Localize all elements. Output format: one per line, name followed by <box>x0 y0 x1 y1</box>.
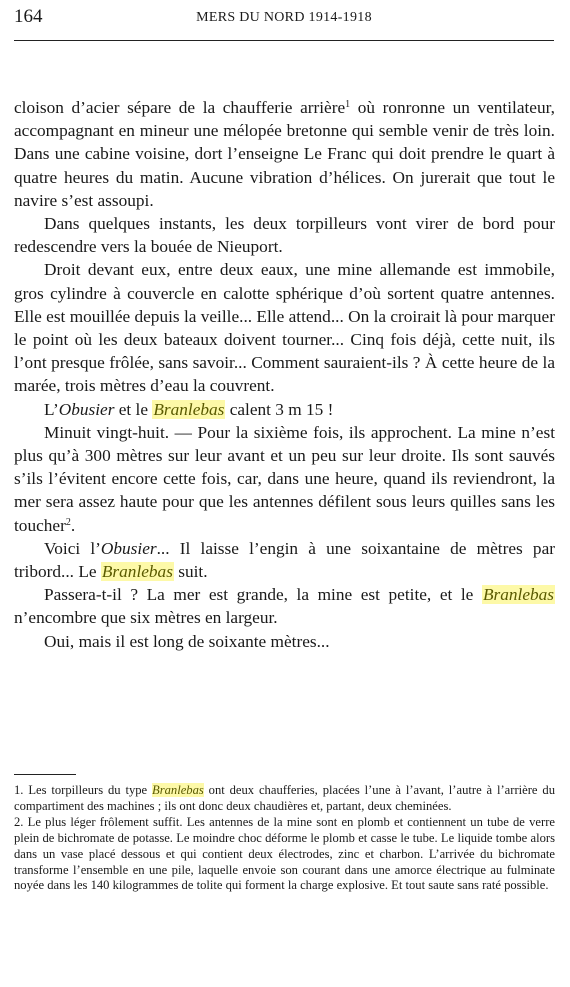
ship-name-obusier: Obusier <box>100 538 157 558</box>
highlight-branlebas: Branlebas <box>482 585 554 605</box>
running-title: MERS DU NORD 1914-1918 <box>196 10 372 25</box>
header-rule <box>14 40 554 41</box>
paragraph-5: Minuit vingt-huit. — Pour la sixième fois, ils approchent. La mine n’est plus qu’à 300 mètres sur leur avant et un peu sur leur droite. Ils sont sauvés s’ils l’évitent encore cette fois, car, dans une heure, quand ils reviendront, la mer sera assez haute pour que les antennes défilent sous leurs quilles sans les toucher$^2$. <box>14 422 555 535</box>
page-number: 164 <box>14 6 43 27</box>
paragraph-4: L’Obusier et le Branlebas calent 3 m 15 ! <box>44 399 334 419</box>
footnotes <box>14 783 555 894</box>
page-header <box>14 4 554 34</box>
paragraph-3: Droit devant eux, entre deux eaux, une mine allemande est immobile, gros cylindre à couvercle en calotte sphérique d’où sortent quatre antennes. Elle est mouillée depuis la veille... Elle attend... On la croirait là pour marquer le point où les deux bateaux doivent tourner... Cinq fois déjà, cette nuit, ils l’ont presque frôlée, sans savoir... Comment sauraient-ils ? À cette heure de la marée, trois mètres d’eau la couvrent. <box>14 260 555 396</box>
highlight-branlebas: Branlebas <box>152 783 204 797</box>
paragraph-7: Passera-t-il ? La mer est grande, la mine est petite, et le Branlebas n’encombre que six mètres en largeur. <box>14 585 554 628</box>
highlight-branlebas: Branlebas <box>153 399 225 419</box>
highlight-branlebas: Branlebas <box>101 562 173 582</box>
footnote-2: 2. Le plus léger frôlement suffit. Les antennes de la mine sont en plomb et contiennent un tube de verre plein de bichromate de potasse. Le moindre choc déforme le plomb et casse le tube. Le liquide tombe alors dans un vase placé dessous et qui contient deux électrodes, zinc et charbon. L’arrivée du bichromate transforme l’ensemble en une pile, laquelle envoie son courant dans une amorce électrique au fulminate noyée dans les 140 kilogrammes de tolite qui forment la charge explosive. Et tout saute sans raté possible. <box>14 814 555 893</box>
paragraph-6: Voici l’Obusier... Il laisse l’engin à une soixantaine de mètres par tribord... Le Branlebas suit. <box>14 538 555 582</box>
ship-name-obusier: Obusier <box>58 399 115 419</box>
footnote-rule <box>14 774 76 775</box>
footnote-ref-2[interactable]: 2 <box>65 516 71 528</box>
paragraph-8: Oui, mais il est long de soixante mètres... <box>44 631 330 651</box>
paragraph-1: cloison d’acier sépare de la chaufferie arrière$^1$ où ronronne un ventilateur, accompagnant en mineur une mélopée bretonne qui semble venir de très loin. Dans une cabine voisine, dort l’enseigne Le Franc qui doit prendre le quart à quatre heures du matin. Aucune vibration d’hélices. On jurerait que tout le navire s’est assoupi. <box>14 98 555 210</box>
paragraph-2: Dans quelques instants, les deux torpilleurs vont virer de bord pour redescendre vers la bouée de Nieuport. <box>14 214 555 257</box>
footnote-1: 1. Les torpilleurs du type Branlebas ont deux chaufferies, placées l’une à l’avant, l’autre à l’arrière du compartiment des machines ; ils ont donc deux chaudières et, partant, deux cheminées. <box>14 783 555 813</box>
body-text <box>14 96 555 653</box>
footnote-ref-1[interactable]: 1 <box>345 99 351 110</box>
